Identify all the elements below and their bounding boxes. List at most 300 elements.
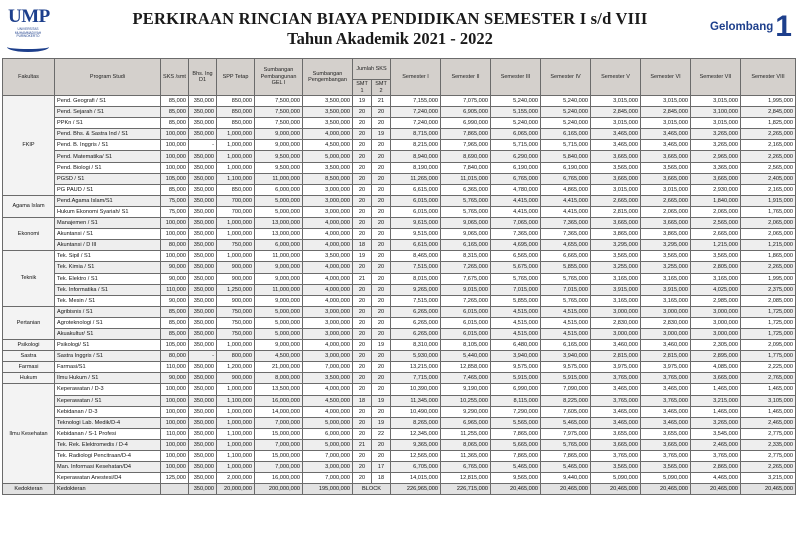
semester-cell: 7,365,000 <box>491 229 541 240</box>
sks-count-cell: 20 <box>353 262 372 273</box>
gel1-cell: 15,000,000 <box>255 451 303 462</box>
semester-cell: 3,000,000 <box>591 306 641 317</box>
sks-count-cell: 20 <box>353 306 372 317</box>
sks-count-cell: 20 <box>372 373 391 384</box>
semester-cell: 3,255,000 <box>641 262 691 273</box>
semester-cell: 4,515,000 <box>491 317 541 328</box>
semester-cell: 5,665,000 <box>491 439 541 450</box>
semester-cell: 5,915,000 <box>541 373 591 384</box>
prodi-cell: Pend. Geografi / S1 <box>55 96 161 107</box>
table-row <box>3 351 796 362</box>
semester-cell: 6,015,000 <box>441 317 491 328</box>
spp-cell: 1,000,000 <box>217 251 255 262</box>
semester-cell: 3,765,000 <box>691 451 741 462</box>
semester-cell: 4,085,000 <box>691 362 741 373</box>
gelombang-number: 1 <box>775 10 792 43</box>
semester-cell: 226,715,000 <box>441 484 491 495</box>
semester-cell: 2,065,000 <box>641 206 691 217</box>
table-row <box>3 306 796 317</box>
semester-cell: 9,265,000 <box>391 284 441 295</box>
semester-cell: 10,490,000 <box>391 406 441 417</box>
semester-cell: 3,460,000 <box>641 340 691 351</box>
prodi-cell: Keperawatan / S1 <box>55 395 161 406</box>
pengembangan-cell: 3,000,000 <box>303 206 353 217</box>
spp-cell: 1,100,000 <box>217 451 255 462</box>
gel1-cell: 7,000,000 <box>255 417 303 428</box>
semester-cell: 8,190,000 <box>391 162 441 173</box>
bhs-ing-cell: 350,000 <box>189 373 217 384</box>
bhs-ing-cell: 350,000 <box>189 462 217 473</box>
sks-rate-cell: 90,000 <box>161 295 189 306</box>
pengembangan-cell: 7,000,000 <box>303 473 353 484</box>
semester-cell: 10,390,000 <box>391 384 441 395</box>
semester-cell: 3,940,000 <box>541 351 591 362</box>
semester-cell: 1,725,000 <box>741 306 796 317</box>
semester-cell: 2,225,000 <box>741 362 796 373</box>
semester-cell: 4,515,000 <box>541 328 591 339</box>
semester-cell: 5,675,000 <box>491 262 541 273</box>
semester-cell: 8,215,000 <box>391 140 441 151</box>
spp-cell: 700,000 <box>217 206 255 217</box>
semester-cell: 6,905,000 <box>441 107 491 118</box>
sks-count-cell: 19 <box>372 340 391 351</box>
gel1-cell: 8,000,000 <box>255 373 303 384</box>
semester-cell: 2,265,000 <box>741 462 796 473</box>
semester-cell: 5,240,000 <box>541 96 591 107</box>
pengembangan-cell: 4,000,000 <box>303 240 353 251</box>
table-row <box>3 151 796 162</box>
gel1-cell: 11,000,000 <box>255 173 303 184</box>
prodi-cell: Tek. Kimia / S1 <box>55 262 161 273</box>
sks-count-cell: 20 <box>353 229 372 240</box>
semester-cell: 2,665,000 <box>641 195 691 206</box>
semester-cell: 3,265,000 <box>691 129 741 140</box>
semester-cell: 3,565,000 <box>641 251 691 262</box>
semester-cell: 3,105,000 <box>741 395 796 406</box>
gel1-cell: 5,000,000 <box>255 328 303 339</box>
gel1-cell: 9,000,000 <box>255 295 303 306</box>
gel1-cell: 5,000,000 <box>255 317 303 328</box>
sks-count-cell: 18 <box>353 240 372 251</box>
semester-cell: 7,865,000 <box>441 129 491 140</box>
semester-cell: 6,165,000 <box>541 129 591 140</box>
sks-rate-cell: 100,000 <box>161 417 189 428</box>
bhs-ing-cell: 350,000 <box>189 206 217 217</box>
col-fakultas: Fakultas <box>3 59 55 96</box>
bhs-ing-cell: 350,000 <box>189 417 217 428</box>
semester-cell: 3,165,000 <box>591 295 641 306</box>
semester-cell: 3,265,000 <box>691 417 741 428</box>
semester-cell: 7,365,000 <box>541 229 591 240</box>
sks-rate-cell: 100,000 <box>161 439 189 450</box>
semester-cell: 5,840,000 <box>541 151 591 162</box>
pengembangan-cell: 3,000,000 <box>303 317 353 328</box>
semester-cell: 3,975,000 <box>591 362 641 373</box>
sks-count-cell: 20 <box>353 107 372 118</box>
pengembangan-cell: 4,000,000 <box>303 218 353 229</box>
semester-cell: 3,015,000 <box>641 118 691 129</box>
sks-rate-cell: 85,000 <box>161 328 189 339</box>
sks-count-cell: 20 <box>372 162 391 173</box>
gel1-cell: 7,500,000 <box>255 96 303 107</box>
gel1-cell: 6,000,000 <box>255 240 303 251</box>
bhs-ing-cell: 350,000 <box>189 173 217 184</box>
table-header <box>3 59 796 96</box>
semester-cell: 8,690,000 <box>441 151 491 162</box>
semester-cell: 11,365,000 <box>441 451 491 462</box>
col-semester: Semester IV <box>541 59 591 96</box>
logo-text: UMP <box>8 6 50 27</box>
semester-cell: 2,065,000 <box>741 229 796 240</box>
semester-cell: 3,940,000 <box>491 351 541 362</box>
prodi-cell: Pend. B. Inggris / S1 <box>55 140 161 151</box>
spp-cell: 1,000,000 <box>217 439 255 450</box>
semester-cell: 5,155,000 <box>491 107 541 118</box>
fakultas-cell: Sastra <box>3 351 55 362</box>
prodi-cell: Pend. Biologi / S1 <box>55 162 161 173</box>
prodi-cell: Ilmu Hukum / S1 <box>55 373 161 384</box>
pengembangan-cell: 3,000,000 <box>303 184 353 195</box>
spp-cell: 850,000 <box>217 184 255 195</box>
semester-cell: 2,085,000 <box>741 295 796 306</box>
sks-rate-cell: 110,000 <box>161 284 189 295</box>
semester-cell: 3,365,000 <box>691 162 741 173</box>
spp-cell: 1,100,000 <box>217 173 255 184</box>
spp-cell: 1,000,000 <box>217 218 255 229</box>
semester-cell: 4,025,000 <box>691 284 741 295</box>
pengembangan-cell: 7,000,000 <box>303 362 353 373</box>
bhs-ing-cell: 350,000 <box>189 96 217 107</box>
semester-cell: 3,655,000 <box>641 428 691 439</box>
semester-cell: 3,015,000 <box>591 184 641 195</box>
bhs-ing-cell: 350,000 <box>189 317 217 328</box>
semester-cell: 9,565,000 <box>491 473 541 484</box>
sks-count-cell: 18 <box>372 473 391 484</box>
pengembangan-cell: 3,500,000 <box>303 118 353 129</box>
sks-rate-cell: 105,000 <box>161 340 189 351</box>
col-sks: SKS /smt <box>161 59 189 96</box>
spp-cell: 900,000 <box>217 295 255 306</box>
prodi-cell: Man. Informasi Kesehatan/D4 <box>55 462 161 473</box>
spp-cell: 1,000,000 <box>217 140 255 151</box>
semester-cell: 3,915,000 <box>591 284 641 295</box>
col-semester: Semester VI <box>641 59 691 96</box>
bhs-ing-cell: 350,000 <box>189 262 217 273</box>
sks-count-cell: 20 <box>372 206 391 217</box>
semester-cell: 6,165,000 <box>541 340 591 351</box>
sks-count-cell: 20 <box>372 251 391 262</box>
pengembangan-cell: 3,500,000 <box>303 107 353 118</box>
semester-cell: 2,265,000 <box>741 151 796 162</box>
col-smt2: SMT 2 <box>372 80 391 96</box>
semester-cell: 7,865,000 <box>541 451 591 462</box>
fakultas-cell: Ekonomi <box>3 218 55 251</box>
sks-count-cell: 20 <box>372 173 391 184</box>
bhs-ing-cell: 350,000 <box>189 428 217 439</box>
spp-cell: 1,000,000 <box>217 229 255 240</box>
sks-count-cell: 19 <box>372 417 391 428</box>
semester-cell: 1,725,000 <box>741 328 796 339</box>
semester-cell: 7,715,000 <box>391 373 441 384</box>
semester-cell: 2,565,000 <box>741 162 796 173</box>
semester-cell: 8,315,000 <box>441 251 491 262</box>
semester-cell: 2,375,000 <box>741 284 796 295</box>
semester-cell: 2,775,000 <box>741 451 796 462</box>
semester-cell: 6,765,000 <box>491 173 541 184</box>
prodi-cell: Tek. Mesin / S1 <box>55 295 161 306</box>
sks-rate-cell: 100,000 <box>161 451 189 462</box>
semester-cell: 4,515,000 <box>491 306 541 317</box>
bhs-ing-cell: 350,000 <box>189 484 217 495</box>
semester-cell: 8,940,000 <box>391 151 441 162</box>
semester-cell: 9,065,000 <box>441 229 491 240</box>
semester-cell: 3,665,000 <box>641 218 691 229</box>
sks-count-cell: 18 <box>353 395 372 406</box>
spp-cell: 850,000 <box>217 107 255 118</box>
sks-count-cell: 20 <box>372 317 391 328</box>
sks-count-cell: 20 <box>372 195 391 206</box>
bhs-ing-cell: 350,000 <box>189 384 217 395</box>
semester-cell: 7,365,000 <box>541 218 591 229</box>
pengembangan-cell: 3,000,000 <box>303 462 353 473</box>
sks-rate-cell: 85,000 <box>161 96 189 107</box>
semester-cell: 2,165,000 <box>741 184 796 195</box>
sks-count-cell: 20 <box>372 229 391 240</box>
sks-count-cell: 20 <box>353 184 372 195</box>
gel1-cell: 5,000,000 <box>255 206 303 217</box>
gel1-cell: 7,500,000 <box>255 118 303 129</box>
fee-table <box>2 58 796 495</box>
pengembangan-cell: 3,500,000 <box>303 162 353 173</box>
sks-rate-cell: 90,000 <box>161 262 189 273</box>
sks-count-cell: 20 <box>353 173 372 184</box>
semester-cell: 7,865,000 <box>491 451 541 462</box>
semester-cell: 226,965,000 <box>391 484 441 495</box>
pengembangan-cell: 4,000,000 <box>303 229 353 240</box>
prodi-cell: Keperawatan / D-3 <box>55 384 161 395</box>
spp-cell: 1,000,000 <box>217 340 255 351</box>
sks-count-cell: 20 <box>372 240 391 251</box>
sks-rate-cell: 100,000 <box>161 229 189 240</box>
table-row <box>3 395 796 406</box>
semester-cell: 5,090,000 <box>641 473 691 484</box>
gel1-cell: 4,500,000 <box>255 351 303 362</box>
spp-cell: 1,200,000 <box>217 362 255 373</box>
table-row <box>3 173 796 184</box>
prodi-cell: PGSD / S1 <box>55 173 161 184</box>
sks-rate-cell: 80,000 <box>161 351 189 362</box>
fakultas-cell: Ilmu Kesehatan <box>3 384 55 484</box>
prodi-cell: Kebidanan / S-1 Profesi <box>55 428 161 439</box>
semester-cell: 3,465,000 <box>641 140 691 151</box>
semester-cell: 3,565,000 <box>641 162 691 173</box>
sks-count-cell: 22 <box>372 428 391 439</box>
semester-cell: 3,975,000 <box>641 362 691 373</box>
semester-cell: 2,335,000 <box>741 439 796 450</box>
sks-rate-cell: 125,000 <box>161 473 189 484</box>
semester-cell: 3,015,000 <box>641 184 691 195</box>
sks-count-cell: 20 <box>353 317 372 328</box>
sks-count-cell: 20 <box>372 107 391 118</box>
sks-count-cell: 20 <box>353 406 372 417</box>
semester-cell: 7,015,000 <box>491 284 541 295</box>
semester-cell: 11,345,000 <box>391 395 441 406</box>
prodi-cell: PG PAUD / S1 <box>55 184 161 195</box>
semester-cell: 3,465,000 <box>591 406 641 417</box>
sks-count-cell: 20 <box>372 295 391 306</box>
sks-count-cell: 19 <box>353 251 372 262</box>
semester-cell: 7,865,000 <box>491 428 541 439</box>
bhs-ing-cell: 350,000 <box>189 195 217 206</box>
table-body <box>3 96 796 495</box>
table-row <box>3 184 796 195</box>
semester-cell: 3,565,000 <box>691 251 741 262</box>
sks-count-cell: 20 <box>353 140 372 151</box>
bhs-ing-cell: 350,000 <box>189 240 217 251</box>
sks-count-cell: 20 <box>353 473 372 484</box>
prodi-cell: Pend. Bhs. & Sastra Ind / S1 <box>55 129 161 140</box>
table-row <box>3 140 796 151</box>
semester-cell: 8,105,000 <box>441 340 491 351</box>
prodi-cell: Pend. Matematika/ S1 <box>55 151 161 162</box>
semester-cell: 6,965,000 <box>441 417 491 428</box>
sks-rate-cell: 100,000 <box>161 395 189 406</box>
spp-cell: 900,000 <box>217 262 255 273</box>
semester-cell: 3,765,000 <box>591 451 641 462</box>
semester-cell: 6,015,000 <box>391 206 441 217</box>
sks-rate-cell: 100,000 <box>161 218 189 229</box>
bhs-ing-cell: 350,000 <box>189 107 217 118</box>
semester-cell: 2,845,000 <box>741 107 796 118</box>
table-row <box>3 273 796 284</box>
semester-cell: 8,015,000 <box>391 273 441 284</box>
gel1-cell: 13,500,000 <box>255 384 303 395</box>
prodi-cell: Kedokteran <box>55 484 161 495</box>
pengembangan-cell: 4,000,000 <box>303 406 353 417</box>
semester-cell: 2,985,000 <box>691 295 741 306</box>
semester-cell: 2,065,000 <box>691 206 741 217</box>
semester-cell: 5,915,000 <box>491 373 541 384</box>
semester-cell: 2,165,000 <box>741 140 796 151</box>
table-row <box>3 96 796 107</box>
bhs-ing-cell: 350,000 <box>189 251 217 262</box>
semester-cell: 3,665,000 <box>591 218 641 229</box>
spp-cell: 1,000,000 <box>217 417 255 428</box>
semester-cell: 7,515,000 <box>391 262 441 273</box>
bhs-ing-cell: - <box>189 351 217 362</box>
semester-cell: 2,815,000 <box>591 351 641 362</box>
prodi-cell: Kebidanan / D-3 <box>55 406 161 417</box>
table-row <box>3 484 796 495</box>
semester-cell: 10,255,000 <box>441 395 491 406</box>
semester-cell: 7,975,000 <box>541 428 591 439</box>
semester-cell: 7,075,000 <box>441 96 491 107</box>
semester-cell: 7,265,000 <box>441 262 491 273</box>
semester-cell: 5,565,000 <box>491 417 541 428</box>
sks-rate-cell: 100,000 <box>161 406 189 417</box>
sks-rate-cell <box>161 484 189 495</box>
semester-cell: 1,765,000 <box>741 206 796 217</box>
semester-cell: 7,465,000 <box>441 373 491 384</box>
semester-cell: 3,000,000 <box>691 317 741 328</box>
semester-cell: 3,665,000 <box>641 439 691 450</box>
table-row <box>3 384 796 395</box>
semester-cell: 4,415,000 <box>541 195 591 206</box>
gel1-cell: 9,500,000 <box>255 151 303 162</box>
pengembangan-cell: 3,500,000 <box>303 251 353 262</box>
semester-cell: 4,515,000 <box>541 306 591 317</box>
semester-cell: 7,265,000 <box>441 295 491 306</box>
spp-cell: 750,000 <box>217 317 255 328</box>
semester-cell: 2,665,000 <box>591 195 641 206</box>
semester-cell: 5,465,000 <box>541 417 591 428</box>
bhs-ing-cell: 350,000 <box>189 118 217 129</box>
sks-count-cell: 20 <box>353 417 372 428</box>
sks-rate-cell: 100,000 <box>161 129 189 140</box>
fakultas-cell: Hukum <box>3 373 55 384</box>
pengembangan-cell: 4,000,000 <box>303 262 353 273</box>
semester-cell: 5,765,000 <box>541 295 591 306</box>
sks-count-cell: 20 <box>353 218 372 229</box>
semester-cell: 3,465,000 <box>591 384 641 395</box>
sks-rate-cell: 75,000 <box>161 206 189 217</box>
semester-cell: 9,365,000 <box>391 439 441 450</box>
sks-count-cell: 20 <box>353 295 372 306</box>
sks-count-cell: 20 <box>372 262 391 273</box>
spp-cell: 900,000 <box>217 373 255 384</box>
table-row <box>3 251 796 262</box>
semester-cell: 12,345,000 <box>391 428 441 439</box>
spp-cell: 1,000,000 <box>217 151 255 162</box>
table-row <box>3 218 796 229</box>
fakultas-cell: Kedokteran <box>3 484 55 495</box>
semester-cell: 13,215,000 <box>391 362 441 373</box>
semester-cell: 2,095,000 <box>741 340 796 351</box>
prodi-cell: Keperawatan Anestesi/D4 <box>55 473 161 484</box>
semester-cell: 2,830,000 <box>591 317 641 328</box>
semester-cell: 7,515,000 <box>391 295 441 306</box>
fakultas-cell: Teknik <box>3 251 55 306</box>
sks-count-cell: 20 <box>372 273 391 284</box>
spp-cell: 1,100,000 <box>217 428 255 439</box>
semester-cell: 8,065,000 <box>441 439 491 450</box>
bhs-ing-cell: 350,000 <box>189 218 217 229</box>
semester-cell: 6,765,000 <box>441 462 491 473</box>
semester-cell: 2,965,000 <box>691 151 741 162</box>
pengembangan-cell: 4,500,000 <box>303 140 353 151</box>
semester-cell: 3,915,000 <box>641 284 691 295</box>
table-row <box>3 317 796 328</box>
prodi-cell: Tek. Radiologi Pencitraan/D-4 <box>55 451 161 462</box>
sks-count-cell: 20 <box>372 218 391 229</box>
semester-cell: 6,765,000 <box>541 173 591 184</box>
gel1-cell: 5,000,000 <box>255 195 303 206</box>
sks-count-cell: 20 <box>353 328 372 339</box>
sks-rate-cell: 85,000 <box>161 118 189 129</box>
semester-cell: 4,780,000 <box>491 184 541 195</box>
sks-count-cell: 20 <box>372 151 391 162</box>
table-row <box>3 262 796 273</box>
semester-cell: 5,240,000 <box>541 118 591 129</box>
semester-cell: 6,165,000 <box>441 240 491 251</box>
semester-cell: 5,090,000 <box>591 473 641 484</box>
gel1-cell: 21,000,000 <box>255 362 303 373</box>
prodi-cell: Manajemen / S1 <box>55 218 161 229</box>
semester-cell: 14,015,000 <box>391 473 441 484</box>
sks-rate-cell: 85,000 <box>161 184 189 195</box>
table-row <box>3 162 796 173</box>
semester-cell: 3,565,000 <box>591 462 641 473</box>
